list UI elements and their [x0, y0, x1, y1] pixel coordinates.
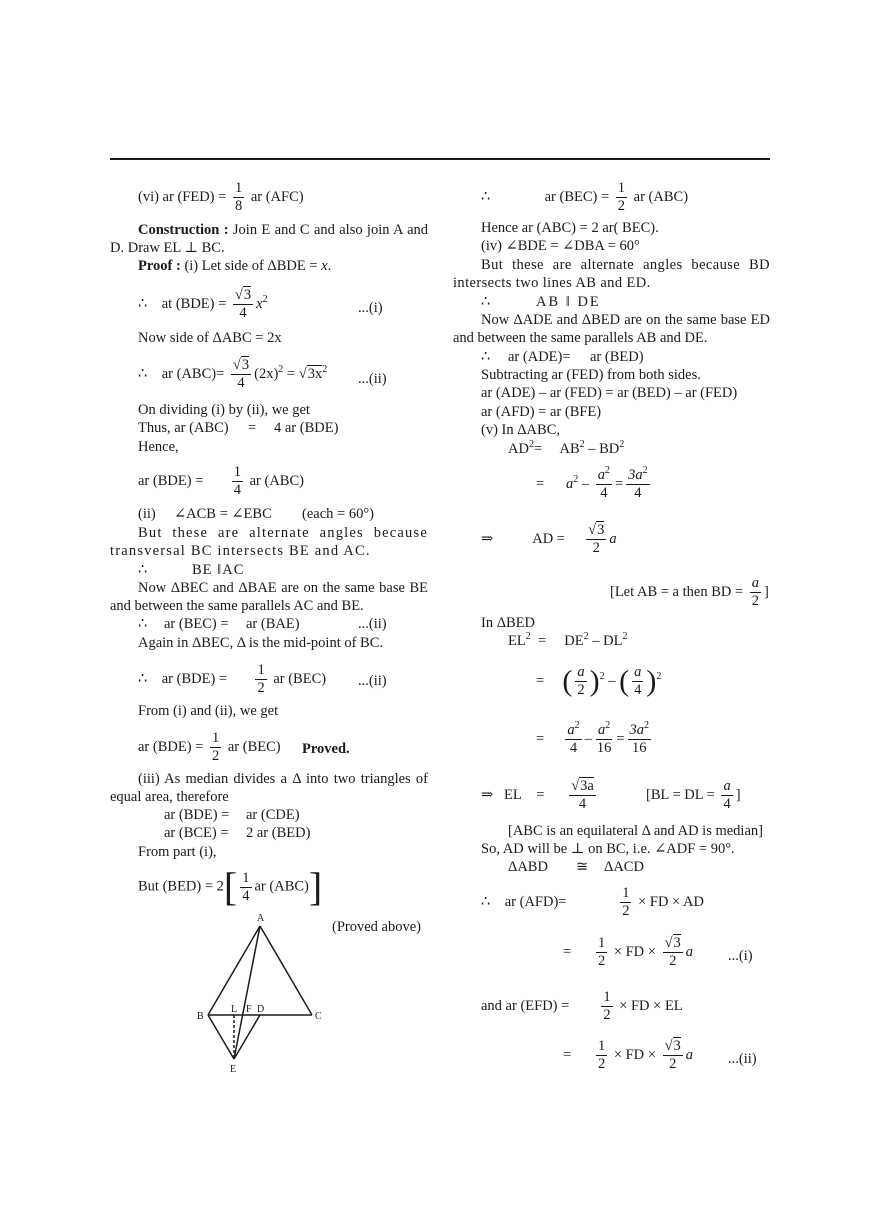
power: 2 [262, 293, 268, 305]
fraction [575, 664, 586, 699]
label-e: E [230, 1064, 237, 1075]
ade-bed-text: Now ΔADE and ΔBED are on the same base ED and between the same parallels AB and DE. [453, 312, 770, 346]
var: a [565, 475, 574, 492]
header-rule [110, 158, 770, 160]
el-squared-result [536, 722, 654, 757]
label-l: L [231, 1004, 238, 1015]
numerator: 1 [211, 730, 220, 746]
fraction [601, 989, 612, 1024]
vi-statement [138, 180, 304, 215]
numerator: 1 [597, 935, 606, 951]
numerator: a [723, 778, 731, 794]
fraction [232, 464, 243, 499]
numerator: a [751, 575, 760, 591]
congruence-lhs: ΔABD [508, 859, 548, 875]
fraction [596, 1038, 607, 1073]
from-text: From (i) and (ii), we get [138, 703, 279, 719]
power: 2 [619, 439, 625, 450]
fraction [210, 730, 221, 765]
eq-tag: ...(ii) [358, 371, 387, 387]
fraction [632, 664, 643, 699]
fraction [628, 722, 652, 757]
denominator: 2 [669, 953, 677, 969]
eq-tag: ...(i) [358, 300, 383, 316]
vi-post: ar (AFC) [250, 188, 304, 205]
fraction [233, 287, 253, 322]
label-c: C [315, 1011, 322, 1022]
denominator: 2 [211, 748, 220, 764]
therefore-symbol: ∴ [138, 670, 148, 687]
bl-pre: [BL = DL = [646, 786, 715, 803]
denominator: 4 [634, 485, 642, 501]
so-ad-text: So, AD will be ⊥ on BC, i.e. ∠ADF = 90°. [481, 841, 735, 857]
var: x [256, 295, 263, 312]
median-text: (iii) As median divides a Δ into two triangles of equal area, therefore [110, 771, 428, 805]
equation-bed: But (BED) = 2[ $\frac{1}{4}$ ar (ABC)] [138, 864, 323, 909]
fraction [233, 180, 244, 215]
fraction [721, 778, 732, 813]
hence-text: Hence ar (ABC) = 2 ar( BEC). [481, 220, 659, 236]
denominator: 4 [239, 305, 247, 321]
therefore-symbol: ∴ [138, 616, 148, 632]
proved-above: (Proved above) [332, 919, 421, 935]
denominator: 2 [617, 198, 626, 214]
fraction [240, 870, 251, 905]
numerator: $3a^2$ [628, 465, 648, 483]
be-parallel-ac: BE ‖AC [192, 562, 245, 578]
eq-tag: ...(i) [728, 948, 753, 964]
numerator: $a^2$ [567, 720, 580, 738]
denominator: 2 [669, 1056, 677, 1072]
part-ii: (ii) [138, 506, 156, 522]
radicand: 3 [243, 287, 252, 303]
equals: = [536, 786, 545, 803]
proof-var: x [321, 258, 328, 274]
denominator: 16 [596, 740, 612, 756]
fraction [663, 935, 683, 970]
numerator [663, 935, 683, 953]
denominator: 2 [751, 593, 760, 609]
denominator: 4 [723, 796, 731, 812]
equation-bec-abc [481, 180, 688, 215]
eq-lhs: ar (ADE)= [508, 349, 571, 365]
rhs2: – DL [588, 633, 623, 649]
fraction [750, 575, 761, 610]
eq-lhs: EL [504, 786, 522, 803]
power: 2 [322, 363, 328, 375]
let-ab [610, 575, 769, 610]
numerator: $a^2$ [597, 720, 611, 738]
thus-line [138, 419, 229, 437]
power: 2 [525, 631, 531, 642]
side-ab [208, 926, 260, 1015]
therefore-symbol: ∴ [138, 295, 148, 312]
construction-label: Construction : [138, 222, 229, 238]
numerator: 1 [603, 989, 611, 1005]
denominator: 4 [578, 796, 587, 812]
numerator: 1 [257, 662, 265, 678]
efd-area [481, 989, 683, 1024]
denominator: 4 [634, 682, 642, 698]
thus-post: 4 ar (BDE) [274, 420, 339, 436]
equation-bde-abc [138, 464, 304, 499]
fraction [595, 722, 614, 757]
ab-parallel-de: AB ‖ DE [536, 294, 601, 310]
line-ae [234, 926, 260, 1059]
fraction [255, 662, 266, 697]
bl-post: ] [735, 786, 741, 803]
power: 2 [573, 473, 579, 485]
again-text: Again in ΔBEC, Δ is the mid-point of BC. [138, 635, 384, 651]
power: 2 [278, 363, 284, 375]
fraction [586, 522, 606, 557]
eq-lhs: ar (AFD)= [504, 893, 567, 910]
eq-rhs: ar (BAE) [246, 616, 300, 632]
side-abc: Now side of ΔABC = 2x [138, 330, 282, 346]
therefore-symbol: ∴ [481, 294, 491, 310]
proof-end: . [327, 258, 332, 274]
denominator: 2 [622, 903, 630, 919]
construction-text: Join E and C and also join A and D. Draw EL ⊥ BC. [110, 222, 428, 256]
eq-rhs: ar (CDE) [246, 807, 300, 823]
construction-paragraph [110, 221, 428, 257]
el-squared [508, 632, 627, 650]
proof-text: (i) Let side of ΔBDE = [184, 258, 322, 274]
el-squared-expand: = ( $\frac{a}{2}$ )$^2$ – ( $\frac{a}{4}$ )$^2$ [536, 664, 662, 698]
eq-rhs: ar (ABC) [254, 878, 309, 895]
thus-pre: Thus, ar (ABC) [138, 420, 229, 436]
radicand: 3a [580, 778, 594, 794]
therefore-symbol: ∴ [481, 349, 491, 365]
subtract-eq: ar (ADE) – ar (FED) = ar (BED) – ar (FED) [481, 385, 738, 401]
afd-area [481, 885, 704, 920]
term: (2x) [254, 365, 279, 382]
hence-text: Hence, [138, 439, 179, 455]
label-a: A [257, 913, 265, 924]
numerator: $3a^2$ [629, 720, 649, 738]
denominator: 16 [632, 740, 647, 756]
product: × FD × [613, 1046, 656, 1063]
eq-lhs: AD = [532, 530, 565, 547]
fraction [231, 357, 251, 392]
therefore-symbol: ∴ [138, 365, 148, 382]
congruence-symbol: ≅ [576, 859, 589, 875]
eq-lhs: ar (BEC) = [164, 616, 229, 632]
therefore-symbol: ∴ [481, 893, 491, 910]
radicand: 3 [597, 522, 605, 538]
denominator: 4 [600, 485, 608, 501]
numerator: 1 [234, 180, 243, 196]
eq-tag: ...(ii) [728, 1051, 757, 1067]
numerator [569, 778, 596, 796]
numerator: $a^2$ [597, 465, 610, 483]
denominator: 4 [237, 375, 245, 391]
power: 2 [656, 670, 662, 682]
equation-bde-bec [138, 662, 326, 697]
radicand: 3 [673, 1038, 681, 1054]
fraction [620, 885, 631, 920]
fraction [596, 467, 612, 502]
denominator: 2 [603, 1007, 611, 1023]
ad-squared-expand [536, 467, 653, 502]
numerator [663, 1038, 683, 1056]
minus: – [584, 730, 592, 747]
numerator: a [577, 664, 585, 680]
in-bed: In ΔBED [481, 615, 536, 631]
eq-lhs: ar (BEC) = [544, 188, 610, 205]
lhs: AD [508, 441, 529, 457]
equation-area-abc [138, 357, 327, 392]
numerator [231, 357, 251, 375]
therefore-symbol: ∴ [481, 188, 491, 205]
afd-expand [563, 935, 693, 970]
denominator: 2 [577, 682, 585, 698]
eq-rhs: ar (BED) [590, 349, 644, 365]
equals: = [614, 475, 624, 492]
product: × FD × [613, 943, 656, 960]
el-value [481, 778, 599, 813]
radicand: 3 [673, 935, 681, 951]
eq-rhs: × FD × AD [638, 893, 705, 910]
denominator: 4 [242, 887, 250, 904]
eq-tag: ...(ii) [358, 616, 387, 632]
lhs: EL [508, 633, 526, 649]
numerator: 1 [597, 1038, 606, 1054]
side-be [208, 1015, 234, 1059]
numerator: 1 [233, 464, 241, 480]
eq-rhs: ar (BEC) [227, 738, 281, 755]
implies-symbol: ⇒ [481, 530, 494, 547]
fraction [565, 722, 581, 757]
eq-rhs: 2 ar (BED) [246, 825, 311, 841]
alternate-angles-text: But these are alternate angles because transversal BC intersects BE and AC. [110, 525, 428, 559]
part-iv: (iv) ∠BDE = ∠DBA = 60° [481, 238, 640, 254]
equals: = [616, 730, 625, 747]
label-b: B [197, 1011, 204, 1022]
vi-pre: (vi) ar (FED) = [138, 188, 227, 205]
power: 2 [579, 439, 585, 450]
angle-note: (each = 60°) [302, 506, 374, 522]
bec-bae-text: Now ΔBEC and ΔBAE are on the same base BE and between the same parallels AC and BE. [110, 580, 428, 614]
part-v: (v) In ΔABC, [481, 422, 560, 438]
eq-rhs: ar (BEC) [273, 670, 327, 687]
equals: = [537, 633, 547, 649]
equals: = [536, 475, 545, 492]
numerator: 1 [617, 180, 626, 196]
therefore-symbol: ∴ [138, 562, 148, 578]
fraction [569, 778, 596, 813]
eq-lhs: ar (BDE) = [138, 738, 204, 755]
eq-rhs: × FD × EL [619, 997, 683, 1014]
fraction [663, 1038, 683, 1073]
power: 2 [622, 631, 628, 642]
minus: – [581, 475, 590, 492]
proved-tag: Proved. [302, 741, 350, 757]
ad-value [481, 522, 617, 557]
equals: = [563, 1046, 572, 1063]
var: a [685, 1046, 694, 1063]
eq-lhs: ar (BDE) = [164, 807, 230, 823]
implies-symbol: ⇒ [481, 786, 494, 803]
eq-tag: ...(ii) [358, 673, 387, 689]
ad-squared [508, 440, 624, 458]
efd-expand [563, 1038, 693, 1073]
var: a [685, 943, 694, 960]
let-post: ] [764, 583, 769, 600]
denominator: 2 [257, 680, 265, 696]
label-d: D [257, 1004, 265, 1015]
equilateral-note: [ABC is an equilateral Δ and AD is median] [508, 823, 763, 839]
dividing-text: On dividing (i) by (ii), we get [138, 402, 310, 418]
eq-rhs: ar (ABC) [633, 188, 689, 205]
equals: = [536, 730, 545, 747]
from-part-text: From part (i), [138, 844, 217, 860]
equation-proved [138, 730, 281, 765]
power: 2 [528, 439, 534, 450]
denominator: 2 [597, 1056, 606, 1072]
triangle-figure [190, 910, 340, 1080]
proof-label: Proof : [138, 258, 181, 274]
eq-lhs: ar (ABC)= [161, 365, 225, 382]
equals: = [563, 943, 572, 960]
let-pre: [Let AB = a then BD = [610, 583, 744, 600]
denominator: 4 [233, 482, 241, 498]
eq-lhs: ar (BDE) = [138, 472, 204, 489]
fraction [626, 467, 650, 502]
equals: = [248, 420, 257, 436]
eq-lhs: ar (BDE) = [161, 670, 228, 687]
congruence-rhs: ΔACD [604, 859, 644, 875]
rhs: AB [559, 441, 580, 457]
equals: = [536, 672, 545, 689]
fraction [616, 180, 627, 215]
radicand: 3 [241, 357, 250, 373]
proof-line [138, 257, 331, 275]
eq-lhs: at (BDE) = [161, 295, 227, 312]
alternate-angles-text: But these are alternate angles because BD intersects two lines AB and ED. [453, 257, 770, 291]
coef: 2 [216, 878, 224, 895]
rhs: DE [564, 633, 584, 649]
triangle-diagram [190, 910, 340, 1080]
denominator: 2 [597, 953, 606, 969]
bl-dl-note [646, 778, 741, 813]
radicand: 3x [307, 365, 323, 382]
equation-area-bde [138, 287, 268, 322]
eq-lhs: But (BED) = [138, 878, 214, 895]
angle-eq: ∠ACB = ∠EBC [174, 506, 272, 522]
numerator: a [634, 664, 642, 680]
equals: = [286, 365, 296, 382]
equals: = [533, 441, 543, 457]
denominator: 8 [234, 198, 243, 214]
power: 2 [583, 631, 589, 642]
rhs2: – BD [584, 441, 620, 457]
numerator [233, 287, 253, 305]
numerator: 1 [622, 885, 630, 901]
power: 2 [599, 670, 605, 682]
numerator [586, 522, 606, 540]
eq-lhs: and ar (EFD) = [481, 997, 570, 1014]
denominator: 2 [592, 540, 600, 556]
eq-rhs: ar (ABC) [249, 472, 304, 489]
afd-bfe-eq: ar (AFD) = ar (BFE) [481, 404, 602, 420]
label-f: F [246, 1004, 252, 1015]
fraction [596, 935, 607, 970]
denominator: 4 [569, 740, 578, 756]
subtract-text: Subtracting ar (FED) from both sides. [481, 367, 701, 383]
side-ac [260, 926, 312, 1015]
var: a [609, 530, 617, 547]
minus: – [608, 672, 616, 689]
eq-lhs: ar (BCE) = [164, 825, 229, 841]
numerator: 1 [242, 869, 250, 886]
